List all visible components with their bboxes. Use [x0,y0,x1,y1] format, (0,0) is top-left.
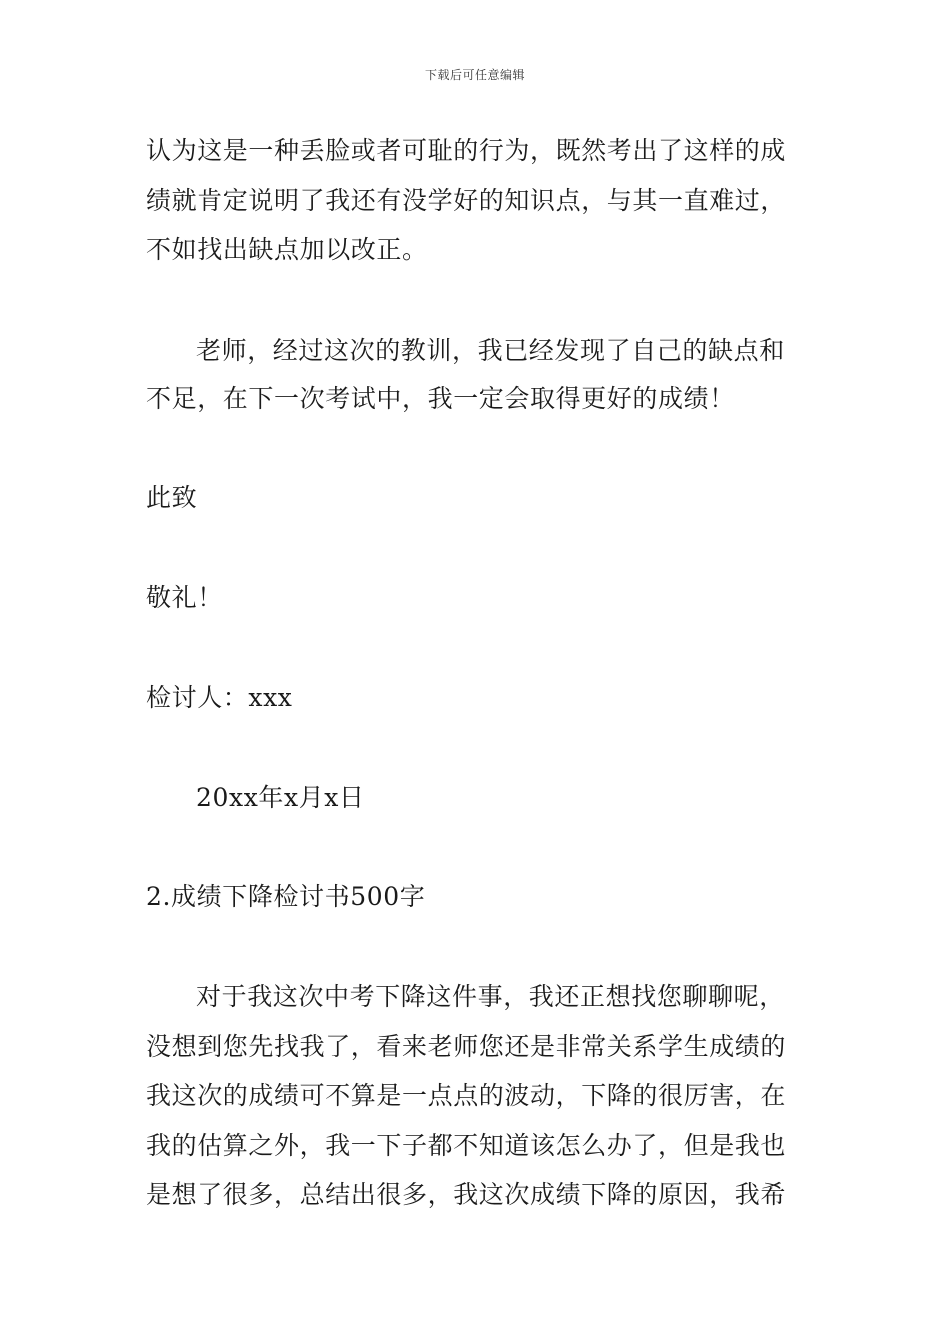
paragraph-line: 不如找出缺点加以改正。 [146,235,428,264]
paragraph-line: 认为这是一种丢脸或者可耻的行为，既然考出了这样的成 [146,136,787,165]
paragraph-line: 是想了很多，总结出很多，我这次成绩下降的原因，我希 [146,1180,787,1209]
date-line: 20xx年x月x日 [196,783,365,812]
paragraph-line: 不足，在下一次考试中，我一定会取得更好的成绩！ [146,384,735,413]
paragraph-line: 我这次的成绩可不算是一点点的波动，下降的很厉害，在 [146,1081,787,1110]
paragraph-line: 老师，经过这次的教训，我已经发现了自己的缺点和 [196,336,785,365]
closing-salutation: 此致 [146,483,198,512]
paragraph-line: 没想到您先找我了，看来老师您还是非常关系学生成绩的 [146,1032,787,1061]
paragraph-line: 对于我这次中考下降这件事，我还正想找您聊聊呢， [196,982,785,1011]
paragraph-line: 绩就肯定说明了我还有没学好的知识点，与其一直难过， [146,186,787,215]
section-title: 2.成绩下降检讨书500字 [146,882,426,911]
header-note: 下载后可任意编辑 [424,68,525,82]
closing-regards: 敬礼！ [146,583,223,612]
paragraph-line: 我的估算之外，我一下子都不知道该怎么办了，但是我也 [146,1131,787,1160]
signer-line: 检讨人：xxx [146,683,293,712]
